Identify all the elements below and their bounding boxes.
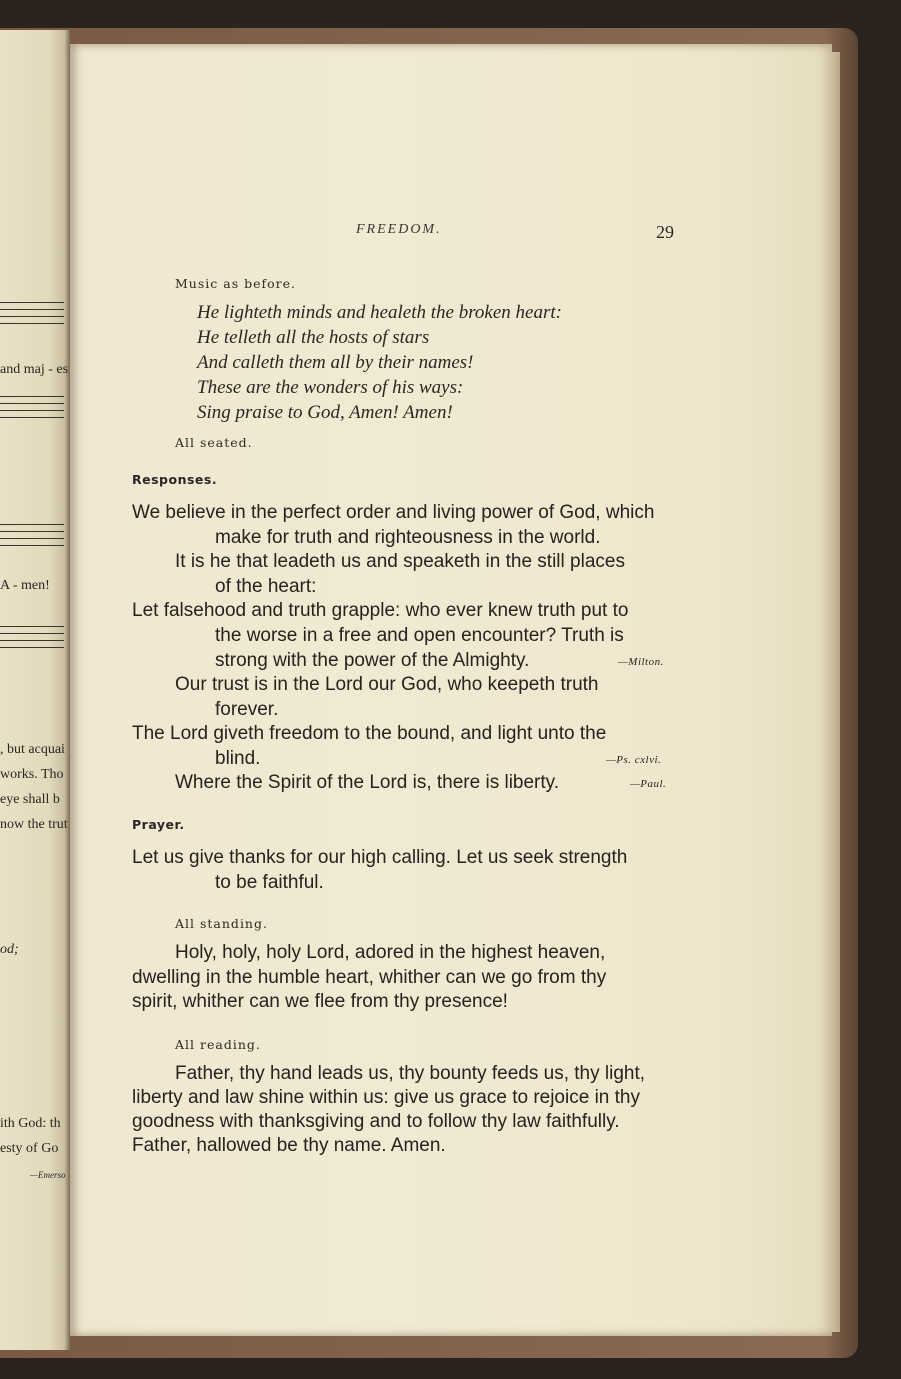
left-fragment: —Emerso — [30, 1170, 66, 1180]
music-staff — [0, 302, 64, 332]
rubric-all-reading: All reading. — [175, 1037, 261, 1052]
verse-line: These are the wonders of his ways: — [197, 377, 464, 398]
left-fragment: od; — [0, 942, 19, 957]
response-line: blind. — [215, 748, 261, 769]
left-fragment: A - men! — [0, 578, 50, 593]
left-fragment: esty of Go — [0, 1141, 59, 1156]
prayer-line: Let us give thanks for our high calling. Let us seek strength — [132, 847, 628, 868]
music-note: Music as before. — [175, 276, 296, 291]
running-head: FREEDOM. — [356, 222, 442, 237]
verse-line: Sing praise to God, Amen! Amen! — [197, 402, 453, 423]
reading-line: liberty and law shine within us: give us grace to rejoice in thy — [132, 1087, 640, 1108]
response-line: We believe in the perfect order and living power of God, which — [132, 502, 655, 523]
response-line: of the heart: — [215, 576, 317, 597]
attribution-paul: —Paul. — [630, 778, 667, 790]
verse-line: He telleth all the hosts of stars — [197, 327, 430, 348]
left-fragment: , but acquai — [0, 742, 65, 757]
left-fragment: works. Tho — [0, 767, 64, 782]
verse-line: He lighteth minds and healeth the broken heart: — [197, 302, 562, 323]
left-fragment: ith God: th — [0, 1116, 61, 1131]
response-line: the worse in a free and open encounter? Truth is — [215, 625, 624, 646]
verse-line: And calleth them all by their names! — [197, 352, 474, 373]
left-page-strip — [0, 30, 70, 1350]
left-fragment: eye shall b — [0, 792, 60, 807]
attribution-psalm: —Ps. cxlvi. — [606, 754, 662, 766]
responses-heading: Responses. — [132, 472, 218, 487]
response-line: strong with the power of the Almighty. — [215, 650, 530, 671]
response-line: Where the Spirit of the Lord is, there is liberty. — [175, 772, 560, 793]
standing-line: spirit, whither can we flee from thy presence! — [132, 991, 508, 1012]
standing-line: Holy, holy, holy Lord, adored in the highest heaven, — [175, 942, 606, 963]
response-line: forever. — [215, 699, 279, 720]
music-staff — [0, 626, 64, 656]
response-line: The Lord giveth freedom to the bound, and light unto the — [132, 723, 607, 744]
rubric-all-standing: All standing. — [175, 916, 268, 931]
response-line: Let falsehood and truth grapple: who ever knew truth put to — [132, 600, 629, 621]
left-fragment: and maj - es — [0, 362, 69, 377]
prayer-line: to be faithful. — [215, 872, 324, 893]
rubric-all-seated: All seated. — [175, 435, 253, 450]
page-number: 29 — [656, 222, 674, 242]
prayer-heading: Prayer. — [132, 817, 185, 832]
response-line: make for truth and righteousness in the world. — [215, 527, 601, 548]
music-staff — [0, 524, 64, 554]
standing-line: dwelling in the humble heart, whither can we go from thy — [132, 967, 607, 988]
left-fragment: now the trut — [0, 817, 68, 832]
music-staff — [0, 396, 64, 426]
attribution-milton: —Milton. — [618, 656, 664, 668]
reading-line: Father, thy hand leads us, thy bounty feeds us, thy light, — [175, 1063, 646, 1084]
response-line: Our trust is in the Lord our God, who keepeth truth — [175, 674, 599, 695]
response-line: It is he that leadeth us and speaketh in the still places — [175, 551, 625, 572]
reading-line: goodness with thanksgiving and to follow thy law faithfully. — [132, 1111, 620, 1132]
reading-line: Father, hallowed be thy name. Amen. — [132, 1135, 446, 1156]
